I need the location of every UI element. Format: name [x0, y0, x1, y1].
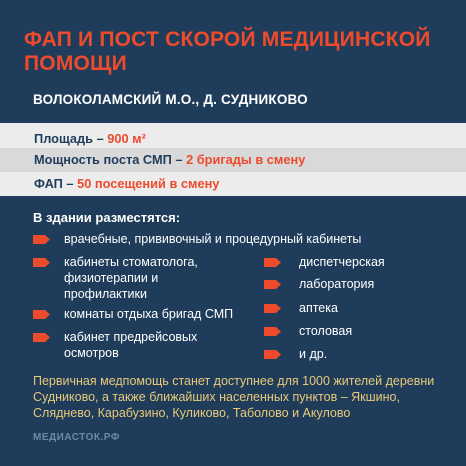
- arrow-right-icon: [264, 304, 281, 313]
- list-item: врачебные, прививочный и процедурный кабинеты: [64, 232, 362, 246]
- stat-label: ФАП –: [34, 176, 78, 191]
- arrow-right-icon: [264, 350, 281, 359]
- stat-label: Площадь –: [34, 131, 108, 146]
- location-subtitle: ВОЛОКОЛАМСКИЙ М.О., Д. СУДНИКОВО: [33, 92, 308, 107]
- source-label: МЕДИАСТОК.РФ: [33, 432, 120, 443]
- stat-fap-visits: [0, 172, 466, 196]
- page-title: ФАП И ПОСТ СКОРОЙ МЕДИЦИНСКОЙ ПОМОЩИ: [24, 28, 431, 75]
- list-item: комнаты отдыха бригад СМП: [64, 307, 234, 321]
- list-item: лаборатория: [299, 277, 375, 291]
- arrow-right-icon: [33, 333, 50, 342]
- arrow-right-icon: [264, 327, 281, 336]
- stat-value: 2 бригады в смену: [186, 152, 306, 167]
- arrow-right-icon: [33, 235, 50, 244]
- list-item: аптека: [299, 301, 338, 315]
- list-item: и др.: [299, 347, 328, 361]
- arrow-right-icon: [33, 310, 50, 319]
- footnote: Первичная медпомощь станет доступнее для 1000 жителей деревни Судниково, а также ближайших населенных пунктов – Якшино, Сляднево, Карабузино, Куликово, Таболово и Акулово: [33, 374, 435, 420]
- stat-value: 50 посещений в смену: [77, 176, 220, 191]
- stat-value: 900 м²: [107, 131, 146, 146]
- list-item: кабинеты стоматолога, физиотерапии и профилактики: [64, 255, 198, 301]
- list-item: кабинет предрейсовых осмотров: [64, 330, 198, 360]
- arrow-right-icon: [264, 280, 281, 289]
- arrow-right-icon: [264, 258, 281, 267]
- list-item: диспетчерская: [299, 255, 385, 269]
- stats-panel: [0, 123, 466, 196]
- arrow-right-icon: [33, 258, 50, 267]
- section-title: В здании разместятся:: [33, 210, 181, 225]
- stat-ambulance-capacity: [0, 148, 466, 172]
- list-item: столовая: [299, 324, 353, 338]
- stat-label: Мощность поста СМП –: [34, 152, 187, 167]
